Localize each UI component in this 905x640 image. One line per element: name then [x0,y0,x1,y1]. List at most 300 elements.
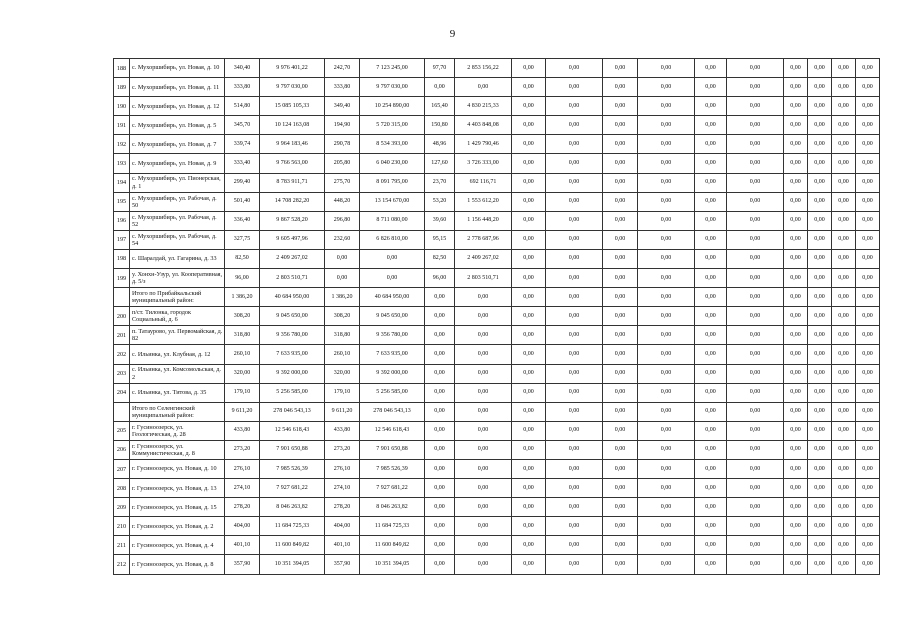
value-cell: 404,00 [325,517,360,536]
value-cell: 0,00 [695,555,727,574]
value-cell: 0,00 [603,364,638,383]
row-number: 202 [114,345,130,364]
value-cell: 6 826 810,00 [360,230,425,249]
value-cell: 0,00 [856,78,880,97]
value-cell: 0,00 [455,517,512,536]
value-cell: 0,00 [695,402,727,421]
row-number: 193 [114,154,130,173]
address-cell: с. Мухоршибирь, ул. Пионерская, д. 1 [130,173,225,192]
value-cell: 0,00 [603,288,638,307]
value-cell: 0,00 [512,230,546,249]
value-cell: 0,00 [808,517,832,536]
value-cell: 0,00 [603,135,638,154]
value-cell: 0,00 [856,154,880,173]
value-cell: 0,00 [455,345,512,364]
table-row [114,459,880,478]
value-cell: 0,00 [727,479,784,498]
value-cell: 0,00 [832,364,856,383]
value-cell: 0,00 [784,288,808,307]
value-cell: 0,00 [455,479,512,498]
value-cell: 0,00 [603,59,638,78]
value-cell: 0,00 [808,402,832,421]
value-cell: 11 600 849,82 [260,536,325,555]
value-cell: 0,00 [832,116,856,135]
value-cell: 12 546 618,43 [260,421,325,440]
value-cell: 5 720 315,00 [360,116,425,135]
value-cell: 0,00 [603,173,638,192]
value-cell: 514,80 [225,97,260,116]
row-number: 196 [114,211,130,230]
value-cell: 0,00 [832,345,856,364]
value-cell: 349,40 [325,97,360,116]
value-cell: 0,00 [727,345,784,364]
value-cell: 0,00 [856,97,880,116]
value-cell: 0,00 [425,402,455,421]
value-cell: 0,00 [784,326,808,345]
value-cell: 0,00 [603,383,638,402]
value-cell: 0,00 [727,326,784,345]
value-cell: 260,10 [325,345,360,364]
value-cell: 0,00 [832,288,856,307]
value-cell: 0,00 [856,364,880,383]
address-cell: г. Гусиноозерск, ул. Новая, д. 8 [130,555,225,574]
value-cell: 0,00 [856,536,880,555]
value-cell: 0,00 [727,383,784,402]
value-cell: 13 154 670,00 [360,192,425,211]
value-cell: 0,00 [455,402,512,421]
value-cell: 0,00 [546,249,603,268]
value-cell: 333,40 [225,154,260,173]
value-cell: 0,00 [727,440,784,459]
row-number: 212 [114,555,130,574]
value-cell: 0,00 [455,78,512,97]
value-cell: 0,00 [856,421,880,440]
value-cell: 0,00 [638,59,695,78]
value-cell: 0,00 [727,364,784,383]
value-cell: 0,00 [695,383,727,402]
value-cell: 340,40 [225,59,260,78]
value-cell: 3 726 333,00 [455,154,512,173]
value-cell: 0,00 [695,154,727,173]
value-cell: 0,00 [784,269,808,288]
value-cell: 2 778 687,96 [455,230,512,249]
row-number: 191 [114,116,130,135]
value-cell: 9 605 497,96 [260,230,325,249]
value-cell: 357,90 [225,555,260,574]
value-cell: 0,00 [638,326,695,345]
value-cell: 0,00 [784,402,808,421]
value-cell: 0,00 [638,421,695,440]
value-cell: 9 356 780,00 [360,326,425,345]
value-cell: 0,00 [695,536,727,555]
value-cell: 95,15 [425,230,455,249]
value-cell: 0,00 [695,230,727,249]
value-cell: 0,00 [603,498,638,517]
value-cell: 0,00 [784,345,808,364]
value-cell: 0,00 [695,249,727,268]
address-cell: г. Гусиноозерск, ул. Новая, д. 13 [130,479,225,498]
value-cell: 39,60 [425,211,455,230]
value-cell: 0,00 [727,249,784,268]
table-row [114,364,880,383]
row-number [114,402,130,421]
address-cell: с. Мухоршибирь, ул. Рабочая, д. 52 [130,211,225,230]
value-cell: 0,00 [512,479,546,498]
value-cell: 9 867 528,20 [260,211,325,230]
value-cell: 0,00 [856,192,880,211]
value-cell: 275,70 [325,173,360,192]
table-row [114,288,880,307]
value-cell: 0,00 [784,135,808,154]
value-cell: 0,00 [603,230,638,249]
value-cell: 0,00 [695,364,727,383]
value-cell: 2 853 156,22 [455,59,512,78]
value-cell: 9 045 650,00 [260,307,325,326]
value-cell: 290,78 [325,135,360,154]
value-cell: 0,00 [856,173,880,192]
value-cell: 0,00 [832,211,856,230]
value-cell: 2 803 510,71 [455,269,512,288]
value-cell: 1 386,20 [225,288,260,307]
value-cell: 0,00 [638,116,695,135]
address-cell: с. Мухоршибирь, ул. Рабочая, д. 50 [130,192,225,211]
value-cell: 0,00 [784,555,808,574]
page-number: 9 [449,28,456,40]
value-cell: 0,00 [638,555,695,574]
value-cell: 232,60 [325,230,360,249]
row-number: 208 [114,479,130,498]
value-cell: 8 534 393,00 [360,135,425,154]
value-cell: 0,00 [695,211,727,230]
value-cell: 82,50 [225,249,260,268]
value-cell: 318,80 [325,326,360,345]
value-cell: 194,90 [325,116,360,135]
value-cell: 0,00 [546,116,603,135]
value-cell: 242,70 [325,59,360,78]
value-cell: 96,00 [425,269,455,288]
value-cell: 0,00 [512,135,546,154]
value-cell: 276,10 [325,459,360,478]
value-cell: 5 256 585,00 [260,383,325,402]
value-cell: 150,80 [425,116,455,135]
value-cell: 0,00 [546,97,603,116]
value-cell: 12 546 618,43 [360,421,425,440]
value-cell: 0,00 [512,326,546,345]
value-cell: 0,00 [727,211,784,230]
value-cell: 0,00 [727,78,784,97]
row-number: 194 [114,173,130,192]
value-cell: 0,00 [603,249,638,268]
value-cell: 0,00 [808,326,832,345]
value-cell: 0,00 [832,230,856,249]
value-cell: 274,10 [325,479,360,498]
value-cell: 0,00 [856,345,880,364]
value-cell: 0,00 [784,59,808,78]
value-cell: 0,00 [856,288,880,307]
value-cell: 0,00 [695,192,727,211]
value-cell: 357,90 [325,555,360,574]
value-cell: 8 783 911,71 [260,173,325,192]
value-cell: 7 633 935,00 [360,345,425,364]
row-number: 192 [114,135,130,154]
value-cell: 0,00 [512,383,546,402]
address-cell: с. Мухоршибирь, ул. Новая, д. 9 [130,154,225,173]
value-cell: 0,00 [808,555,832,574]
value-cell: 0,00 [638,154,695,173]
row-number: 210 [114,517,130,536]
value-cell: 336,40 [225,211,260,230]
value-cell: 0,00 [425,517,455,536]
row-number [114,288,130,307]
value-cell: 333,80 [325,78,360,97]
value-cell: 308,20 [225,307,260,326]
value-cell: 0,00 [784,536,808,555]
value-cell: 0,00 [425,555,455,574]
address-cell: с. Ильинка, ул. Комсомольская, д. 2 [130,364,225,383]
value-cell: 0,00 [856,498,880,517]
value-cell: 273,20 [225,440,260,459]
value-cell: 0,00 [727,192,784,211]
value-cell: 0,00 [832,555,856,574]
table-row [114,173,880,192]
value-cell: 10 254 890,00 [360,97,425,116]
row-number: 201 [114,326,130,345]
value-cell: 40 684 950,00 [260,288,325,307]
table-row [114,78,880,97]
value-cell: 0,00 [856,383,880,402]
address-cell: Итого по Прибайкальский муниципальный район: [130,288,225,307]
value-cell: 0,00 [638,135,695,154]
value-cell: 0,00 [856,116,880,135]
value-cell: 0,00 [638,459,695,478]
value-cell: 4 403 848,08 [455,116,512,135]
table-row [114,326,880,345]
value-cell: 278 046 543,13 [260,402,325,421]
value-cell: 0,00 [832,517,856,536]
value-cell: 0,00 [856,479,880,498]
value-cell: 433,80 [225,421,260,440]
value-cell: 0,00 [695,517,727,536]
row-number: 197 [114,230,130,249]
value-cell: 0,00 [784,154,808,173]
value-cell: 0,00 [856,249,880,268]
value-cell: 0,00 [638,173,695,192]
address-cell: с. Мухоршибирь, ул. Новая, д. 11 [130,78,225,97]
value-cell: 0,00 [856,326,880,345]
value-cell: 0,00 [808,59,832,78]
value-cell: 0,00 [784,249,808,268]
value-cell: 0,00 [695,345,727,364]
value-cell: 0,00 [425,440,455,459]
value-cell: 0,00 [546,498,603,517]
value-cell: 0,00 [808,173,832,192]
value-cell: 0,00 [784,116,808,135]
value-cell: 0,00 [546,59,603,78]
value-cell: 0,00 [603,97,638,116]
value-cell: 9 797 030,00 [260,78,325,97]
value-cell: 7 123 245,00 [360,59,425,78]
value-cell: 0,00 [856,440,880,459]
value-cell: 0,00 [784,479,808,498]
value-cell: 0,00 [727,116,784,135]
value-cell: 0,00 [603,192,638,211]
value-cell: 0,00 [638,307,695,326]
value-cell: 0,00 [603,479,638,498]
value-cell: 276,10 [225,459,260,478]
table-row [114,211,880,230]
value-cell: 0,00 [603,326,638,345]
value-cell: 0,00 [512,364,546,383]
value-cell: 0,00 [546,555,603,574]
value-cell: 0,00 [856,555,880,574]
value-cell: 0,00 [727,59,784,78]
value-cell: 0,00 [425,421,455,440]
value-cell: 11 684 725,33 [360,517,425,536]
value-cell: 260,10 [225,345,260,364]
value-cell: 0,00 [546,307,603,326]
value-cell: 0,00 [638,402,695,421]
value-cell: 0,00 [546,230,603,249]
address-cell: с. Мухоршибирь, ул. Новая, д. 5 [130,116,225,135]
value-cell: 9 976 401,22 [260,59,325,78]
value-cell: 0,00 [832,173,856,192]
value-cell: 0,00 [325,249,360,268]
address-cell: с. Ильинка, ул. Титова, д. 35 [130,383,225,402]
value-cell: 2 409 267,02 [260,249,325,268]
value-cell: 2 803 510,71 [260,269,325,288]
value-cell: 401,10 [325,536,360,555]
value-cell: 0,00 [856,402,880,421]
value-cell: 0,00 [512,154,546,173]
value-cell: 0,00 [638,383,695,402]
value-cell: 0,00 [546,402,603,421]
value-cell: 0,00 [727,536,784,555]
value-cell: 0,00 [784,383,808,402]
value-cell: 0,00 [638,440,695,459]
value-cell: 404,00 [225,517,260,536]
value-cell: 0,00 [832,402,856,421]
value-cell: 318,80 [225,326,260,345]
value-cell: 7 985 526,39 [360,459,425,478]
table-row [114,479,880,498]
value-cell: 501,40 [225,192,260,211]
value-cell: 0,00 [638,536,695,555]
value-cell: 339,74 [225,135,260,154]
value-cell: 0,00 [603,459,638,478]
value-cell: 1 429 790,46 [455,135,512,154]
value-cell: 308,20 [325,307,360,326]
value-cell: 0,00 [325,269,360,288]
value-cell: 0,00 [808,307,832,326]
value-cell: 0,00 [832,307,856,326]
value-cell: 0,00 [512,288,546,307]
value-cell: 0,00 [455,288,512,307]
value-cell: 0,00 [425,479,455,498]
value-cell: 0,00 [695,440,727,459]
value-cell: 0,00 [832,78,856,97]
value-cell: 0,00 [727,307,784,326]
address-cell: п/ст. Тилонка, городок Социальный, д. 6 [130,307,225,326]
value-cell: 82,50 [425,249,455,268]
value-cell: 433,80 [325,421,360,440]
value-cell: 9 392 000,00 [360,364,425,383]
value-cell: 7 927 681,22 [260,479,325,498]
value-cell: 0,00 [832,269,856,288]
value-cell: 0,00 [856,459,880,478]
value-cell: 0,00 [512,440,546,459]
value-cell: 8 711 080,00 [360,211,425,230]
value-cell: 0,00 [425,536,455,555]
value-cell: 0,00 [512,517,546,536]
value-cell: 6 040 230,00 [360,154,425,173]
value-cell: 0,00 [512,536,546,555]
value-cell: 0,00 [603,116,638,135]
value-cell: 0,00 [512,421,546,440]
value-cell: 7 927 681,22 [360,479,425,498]
value-cell: 0,00 [512,402,546,421]
value-cell: 0,00 [603,345,638,364]
value-cell: 0,00 [808,459,832,478]
value-cell: 0,00 [832,59,856,78]
value-cell: 0,00 [784,192,808,211]
value-cell: 0,00 [784,459,808,478]
value-cell: 0,00 [638,97,695,116]
table-row [114,135,880,154]
value-cell: 0,00 [512,59,546,78]
value-cell: 0,00 [727,459,784,478]
value-cell: 0,00 [695,459,727,478]
value-cell: 4 830 215,33 [455,97,512,116]
value-cell: 0,00 [546,135,603,154]
value-cell: 0,00 [784,78,808,97]
value-cell: 345,70 [225,116,260,135]
value-cell: 0,00 [546,459,603,478]
value-cell: 0,00 [832,249,856,268]
value-cell: 23,70 [425,173,455,192]
value-cell: 0,00 [512,498,546,517]
value-cell: 0,00 [727,154,784,173]
value-cell: 0,00 [695,269,727,288]
value-cell: 0,00 [695,59,727,78]
value-cell: 127,60 [425,154,455,173]
row-number: 195 [114,192,130,211]
table-row [114,498,880,517]
value-cell: 0,00 [727,173,784,192]
value-cell: 401,10 [225,536,260,555]
value-cell: 0,00 [546,536,603,555]
address-cell: с. Шаралдай, ул. Гагарина, д. 33 [130,249,225,268]
value-cell: 11 684 725,33 [260,517,325,536]
value-cell: 0,00 [603,154,638,173]
value-cell: 7 985 526,39 [260,459,325,478]
value-cell: 0,00 [455,326,512,345]
row-number: 199 [114,269,130,288]
value-cell: 1 386,20 [325,288,360,307]
value-cell: 0,00 [727,97,784,116]
value-cell: 0,00 [455,459,512,478]
address-cell: г. Гусиноозерск, ул. Новая, д. 15 [130,498,225,517]
value-cell: 327,75 [225,230,260,249]
table-row [114,154,880,173]
value-cell: 0,00 [784,230,808,249]
value-cell: 0,00 [808,269,832,288]
row-number: 209 [114,498,130,517]
value-cell: 0,00 [546,517,603,536]
value-cell: 0,00 [695,135,727,154]
value-cell: 333,80 [225,78,260,97]
value-cell: 320,00 [225,364,260,383]
value-cell: 0,00 [695,288,727,307]
